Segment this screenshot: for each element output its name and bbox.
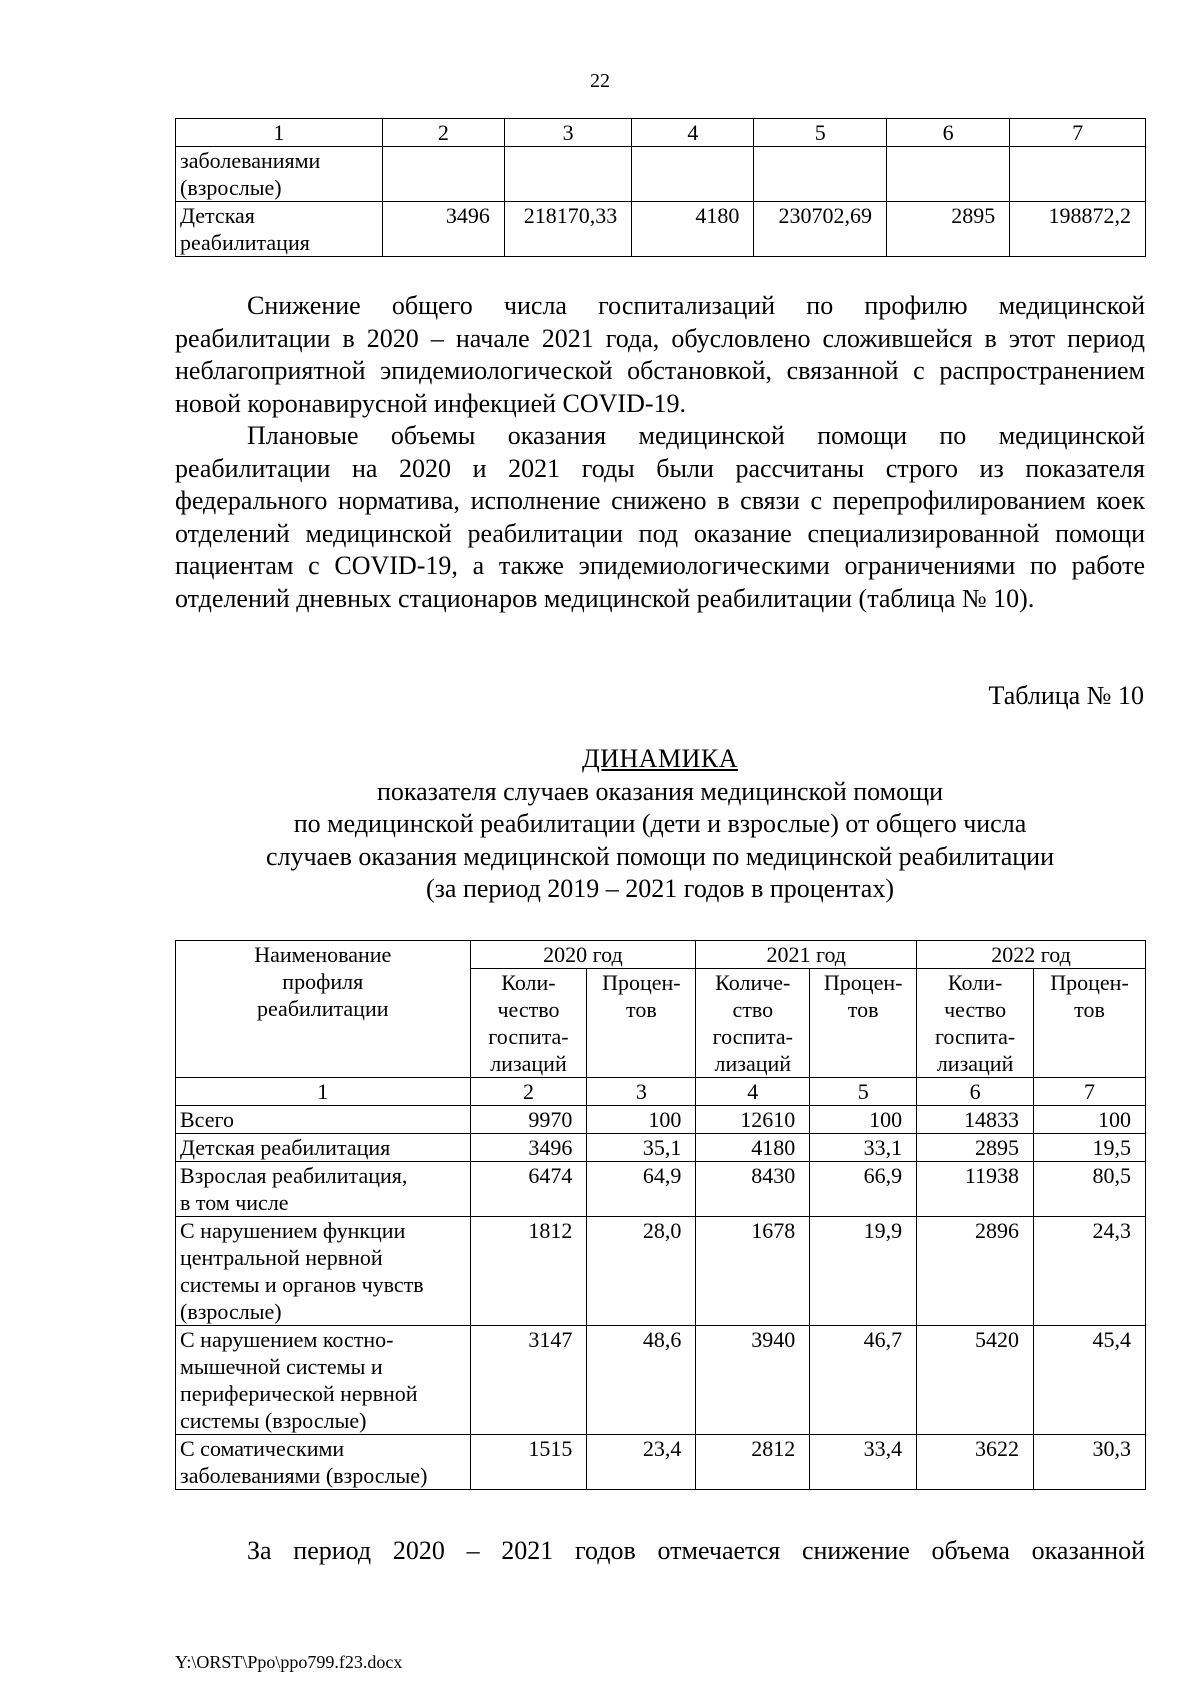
col-number: 1 (176, 1078, 471, 1106)
header-cell: 7 (1010, 119, 1146, 147)
title-line: по медицинской реабилитации (дети и взрослые) от общего числа (293, 809, 1027, 838)
header-cell: 5 (754, 119, 887, 147)
cell: 3940 (696, 1326, 810, 1435)
table-row (176, 1326, 1146, 1435)
cell (504, 147, 631, 202)
cell: 23,4 (587, 1435, 696, 1490)
sub-header: Коли- чество госпита- лизаций (470, 969, 587, 1078)
cell: 100 (810, 1106, 917, 1134)
title-line: показателя случаев оказания медицинской помощи (376, 776, 944, 806)
cell: 30,3 (1034, 1435, 1146, 1490)
cell: 11938 (917, 1162, 1034, 1217)
cell (1010, 147, 1146, 202)
table-label: Таблица № 10 (988, 681, 1144, 710)
paragraph: За период 2020 – 2021 годов отмечается снижение объема оказанной (247, 1536, 1145, 1565)
sub-header: Процен- тов (1034, 969, 1146, 1078)
col-number: 5 (810, 1078, 917, 1106)
col-number: 4 (696, 1078, 810, 1106)
table-row (176, 1134, 1146, 1162)
row-name: Детская реабилитация (176, 202, 383, 257)
cell: 1515 (470, 1435, 587, 1490)
table-row (176, 1435, 1146, 1490)
continued-table (175, 118, 1146, 257)
row-name: Взрослая реабилитация, в том числе (176, 1162, 471, 1217)
year-header-row (176, 941, 1146, 969)
cell: 3496 (470, 1134, 587, 1162)
cell: 4180 (632, 202, 754, 257)
cell: 2896 (917, 1217, 1034, 1326)
cell (632, 147, 754, 202)
row-name: заболеваниями (взрослые) (176, 147, 383, 202)
row-name: Детская реабилитация (176, 1134, 471, 1162)
continued-table-header-row (176, 119, 1146, 147)
cell: 9970 (470, 1106, 587, 1134)
sub-header: Коли- чество госпита- лизаций (917, 969, 1034, 1078)
table-row (176, 1106, 1146, 1134)
cell: 46,7 (810, 1326, 917, 1435)
cell (754, 147, 887, 202)
table-row (176, 202, 1146, 257)
cell: 48,6 (587, 1326, 696, 1435)
year-header: 2021 год (696, 941, 917, 969)
cell: 218170,33 (504, 202, 631, 257)
cell: 33,1 (810, 1134, 917, 1162)
cell: 198872,2 (1010, 202, 1146, 257)
cell: 66,9 (810, 1162, 917, 1217)
cell (887, 147, 1010, 202)
paragraph: Плановые объемы оказания медицинской помощи по медицинской реабилитации на 2020 и 2021 годы были рассчитаны строго из показателя федерального норматива, исполнение снижено в связи с перепрофилированием коек отделений медицинской реабилитации под оказание специализированной помощи пациентам с COVID-19, а также эпидемиологическими ограничениями по работе отделений дневных стационаров медицинской реабилитации (таблица № 10). (175, 421, 1145, 613)
cell: 1812 (470, 1217, 587, 1326)
cell: 24,3 (1034, 1217, 1146, 1326)
cell: 19,9 (810, 1217, 917, 1326)
title-main: ДИНАМИКА (581, 744, 739, 773)
col-number: 2 (470, 1078, 587, 1106)
sub-header: Процен- тов (587, 969, 696, 1078)
cell: 33,4 (810, 1435, 917, 1490)
paragraph: Снижение общего числа госпитализаций по профилю медицинской реабилитации в 2020 – начале 2021 года, обусловлено сложившейся в этот период неблагоприятной эпидемиологической обстановкой, связанной с распространением новой коронавирусной инфекцией COVID-19. (175, 291, 1145, 418)
table-row (176, 1217, 1146, 1326)
cell: 3147 (470, 1326, 587, 1435)
cell (382, 147, 504, 202)
header-cell: 2 (382, 119, 504, 147)
cell: 12610 (696, 1106, 810, 1134)
cell: 80,5 (1034, 1162, 1146, 1217)
cell: 2895 (917, 1134, 1034, 1162)
footer-file-path: Y:\ORST\Ppo\ppo799.f23.docx (175, 1652, 403, 1672)
col-number: 6 (917, 1078, 1034, 1106)
cell: 3622 (917, 1435, 1034, 1490)
col-number: 7 (1034, 1078, 1146, 1106)
row-name: С соматическими заболеваниями (взрослые) (176, 1435, 471, 1490)
table-row (176, 147, 1146, 202)
table-title (175, 743, 1145, 906)
cell: 230702,69 (754, 202, 887, 257)
header-cell: 4 (632, 119, 754, 147)
title-line: случаев оказания медицинской помощи по медицинской реабилитации (265, 841, 1055, 871)
year-header: 2022 год (917, 941, 1146, 969)
title-line: (за период 2019 – 2021 годов в процентах) (425, 874, 895, 903)
cell: 100 (587, 1106, 696, 1134)
cell: 14833 (917, 1106, 1034, 1134)
col-number: 3 (587, 1078, 696, 1106)
cell: 1678 (696, 1217, 810, 1326)
cell: 3496 (382, 202, 504, 257)
cell: 64,9 (587, 1162, 696, 1217)
cell: 4180 (696, 1134, 810, 1162)
cell: 2812 (696, 1435, 810, 1490)
cell: 2895 (887, 202, 1010, 257)
cell: 100 (1034, 1106, 1146, 1134)
table-row (176, 1162, 1146, 1217)
dynamics-table (175, 940, 1146, 1490)
cell: 19,5 (1034, 1134, 1146, 1162)
row-name: С нарушением функции центральной нервной системы и органов чувств (взрослые) (176, 1217, 471, 1326)
column-number-row (176, 1078, 1146, 1106)
header-cell: 3 (504, 119, 631, 147)
year-header: 2020 год (470, 941, 696, 969)
sub-header: Процен- тов (810, 969, 917, 1078)
header-cell: 1 (176, 119, 383, 147)
cell: 28,0 (587, 1217, 696, 1326)
row-name: Всего (176, 1106, 471, 1134)
page-number: 22 (590, 70, 610, 92)
cell: 6474 (470, 1162, 587, 1217)
cell: 8430 (696, 1162, 810, 1217)
profile-name-header: Наименование профиля реабилитации (176, 941, 471, 1078)
sub-header: Количе- ство госпита- лизаций (696, 969, 810, 1078)
cell: 35,1 (587, 1134, 696, 1162)
header-cell: 6 (887, 119, 1010, 147)
cell: 5420 (917, 1326, 1034, 1435)
cell: 45,4 (1034, 1326, 1146, 1435)
row-name: С нарушением костно- мышечной системы и периферической нервной системы (взрослые) (176, 1326, 471, 1435)
